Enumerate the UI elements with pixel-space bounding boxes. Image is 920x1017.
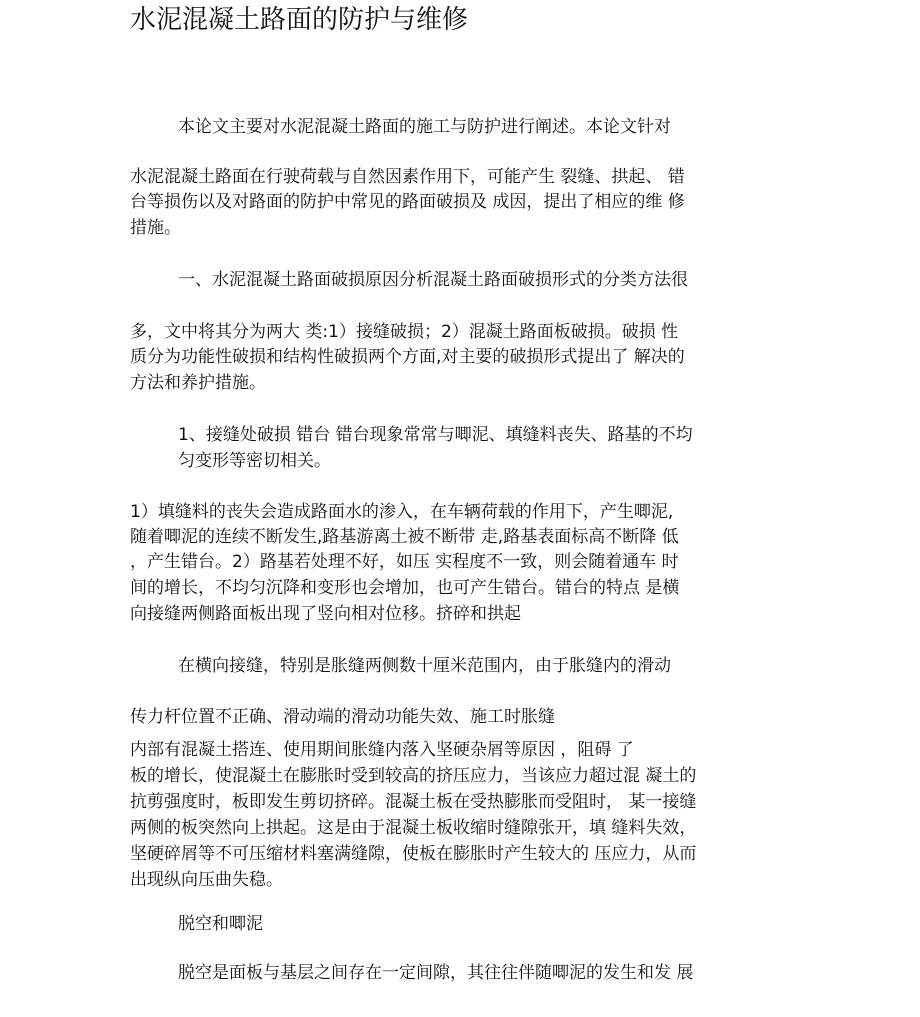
paragraph-line: 一、水泥混凝土路面破损原因分析混凝土路面破损形式的分类方法很 [178,270,688,290]
paragraph-line: 在横向接缝，特别是胀缝两侧数十厘米范围内，由于胀缝内的滑动 [178,656,671,676]
paragraph-line: 多，文中将其分为两大 类:1）接缝破损；2）混凝土路面板破损。破损 性 [130,322,679,342]
paragraph-line: 两侧的板突然向上拱起。这是由于混凝土板收缩时缝隙张开，填 缝料失效， [130,818,697,838]
paragraph-line: 台等损伤以及对路面的防护中常见的路面破损及 成因，提出了相应的维 修 [130,192,685,212]
paragraph-line: 脱空是面板与基层之间存在一定间隙，其往往伴随唧泥的发生和发 展 [178,963,694,983]
paragraph-line: 水泥混凝土路面在行驶荷载与自然因素作用下，可能产生 裂缝、拱起、 错 [130,167,685,187]
section-heading: 脱空和唧泥 [178,914,263,934]
paragraph-line: 方法和养护措施。 [130,373,266,393]
paragraph-line: 1、接缝处破损 错台 错台现象常常与唧泥、填缝料丧失、路基的不均 [178,425,693,445]
paragraph-line: 坚硬碎屑等不可压缩材料塞满缝隙，使板在膨胀时产生较大的 压应力，从而 [130,844,697,864]
paragraph-line: 随着唧泥的连续不断发生,路基游离土被不断带 走,路基表面标高不断降 低 [130,527,679,547]
paragraph-line: 出现纵向压曲失稳。 [130,870,283,890]
paragraph-line: 向接缝两侧路面板出现了竖向相对位移。挤碎和拱起 [130,604,521,624]
paragraph-line: 传力杆位置不正确、滑动端的滑动功能失效、施工时胀缝 [130,707,555,727]
paragraph-line: 内部有混凝土搭连、使用期间胀缝内落入坚硬杂屑等原因 ，阻碍 了 [130,740,634,760]
paragraph-line: 1）填缝料的丧失会造成路面水的渗入，在车辆荷载的作用下，产生唧泥, [130,502,674,522]
paragraph-line: 抗剪强度时，板即发生剪切挤碎。混凝土板在受热膨胀而受阻时， 某一接缝 [130,792,697,812]
paragraph-line: 本论文主要对水泥混凝土路面的施工与防护进行阐述。本论文针对 [178,117,671,137]
paragraph-line: 措施。 [130,218,181,238]
document-title: 水泥混凝土路面的防护与维修 [130,5,469,35]
paragraph-line: 间的增长，不均匀沉降和变形也会增加，也可产生错台。错台的特点 是横 [130,578,680,598]
paragraph-line: 匀变形等密切相关。 [178,451,331,471]
paragraph-line: 质分为功能性破损和结构性破损两个方面,对主要的破损形式提出了 解决的 [130,347,685,367]
paragraph-line: ，产生错台。2）路基若处理不好，如压 实程度不一致，则会随着通车 时 [130,552,679,572]
paragraph-line: 板的增长，使混凝土在膨胀时受到较高的挤压应力，当该应力超过混 凝土的 [130,766,697,786]
